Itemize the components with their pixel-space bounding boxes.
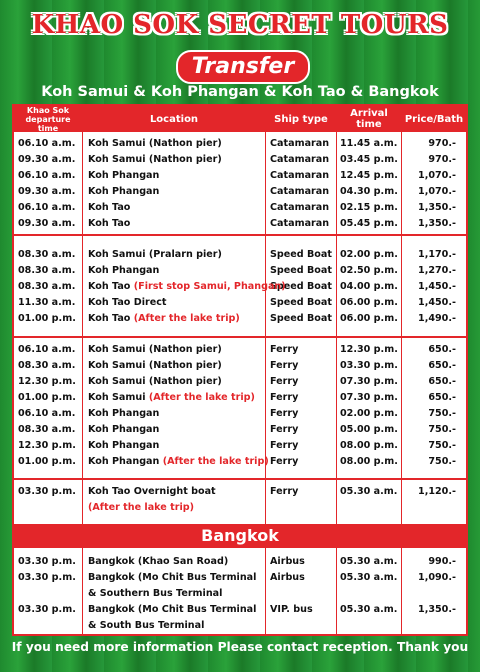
arrival-time: 11.45 a.m. — [340, 138, 398, 149]
location-name: Koh Phangan — [88, 456, 160, 467]
ship-type: Airbus — [270, 556, 305, 567]
location-name: Koh Samui (Nathon pier) — [88, 344, 222, 355]
departure-time: 06.10 a.m. — [18, 138, 76, 149]
price: 1,070.- — [418, 170, 456, 181]
table-row — [14, 570, 466, 586]
price: 1,350.- — [418, 604, 456, 615]
arrival-time: 02.15 p.m. — [340, 202, 398, 213]
arrival-time: 04.00 p.m. — [340, 281, 398, 292]
location — [88, 311, 240, 327]
arrival-time: 05.30 a.m. — [340, 486, 398, 497]
table-row — [14, 184, 466, 200]
departure-time: 08.30 a.m. — [18, 360, 76, 371]
arrival-time: 03.45 p.m. — [340, 154, 398, 165]
departure-time: 12.30 p.m. — [18, 376, 76, 387]
location — [88, 136, 222, 152]
location — [88, 554, 228, 570]
ship-type: Ferry — [270, 376, 299, 387]
price: 1,350.- — [418, 202, 456, 213]
location — [88, 216, 130, 232]
departure-time: 08.30 a.m. — [18, 281, 76, 292]
location — [88, 200, 130, 216]
table-row — [14, 484, 466, 500]
header-price: Price/Bath — [404, 113, 464, 125]
price: 750.- — [428, 456, 456, 467]
table-row — [14, 454, 466, 470]
price: 750.- — [428, 440, 456, 451]
ship-type: Ferry — [270, 392, 299, 403]
table-row — [14, 602, 466, 618]
departure-time: 08.30 a.m. — [18, 424, 76, 435]
price: 1,270.- — [418, 265, 456, 276]
arrival-time: 06.00 p.m. — [340, 313, 398, 324]
price: 970.- — [428, 138, 456, 149]
price: 650.- — [428, 360, 456, 371]
ship-type: Ferry — [270, 344, 299, 355]
ship-type: Ferry — [270, 456, 299, 467]
price: 1,090.- — [418, 572, 456, 583]
location-name: Bangkok (Mo Chit Bus Terminal — [88, 604, 257, 615]
price: 990.- — [428, 556, 456, 567]
price: 1,070.- — [418, 186, 456, 197]
location-name: Koh Phangan — [88, 408, 160, 419]
location — [88, 168, 159, 184]
location-name: Koh Samui — [88, 392, 146, 403]
departure-time: 11.30 a.m. — [18, 297, 76, 308]
table-row — [14, 168, 466, 184]
arrival-time: 12.45 p.m. — [340, 170, 398, 181]
ship-type: Catamaran — [270, 170, 330, 181]
price: 650.- — [428, 344, 456, 355]
location-name: Bangkok (Khao San Road) — [88, 556, 229, 567]
location — [88, 570, 256, 586]
location — [88, 247, 222, 263]
price: 650.- — [428, 392, 456, 403]
table-row — [14, 438, 466, 454]
ship-type: Airbus — [270, 572, 305, 583]
location-note: (After the lake trip) — [148, 392, 255, 403]
arrival-time: 05.00 p.m. — [340, 424, 398, 435]
table-row — [14, 406, 466, 422]
location-name: Koh Tao Overnight boat — [88, 486, 216, 497]
departure-time: 03.30 p.m. — [18, 572, 76, 583]
location — [88, 422, 159, 438]
location-name: Koh Tao — [88, 202, 131, 213]
location-name: Koh Phangan — [88, 170, 160, 181]
departure-time: 09.30 a.m. — [18, 154, 76, 165]
header-departure: Khao Sok departure time — [25, 105, 71, 133]
price: 1,120.- — [418, 486, 456, 497]
table-row-continued — [14, 586, 466, 602]
departure-time: 06.10 a.m. — [18, 202, 76, 213]
location — [88, 263, 159, 279]
location — [88, 602, 256, 618]
table-row — [14, 216, 466, 232]
departure-time: 09.30 a.m. — [18, 218, 76, 229]
ship-type: Speed Boat — [270, 313, 332, 324]
location — [88, 279, 286, 295]
table-row — [14, 263, 466, 279]
route-subtitle: Koh Samui & Koh Phangan & Koh Tao & Bangkok — [41, 84, 439, 100]
price: 1,490.- — [418, 313, 456, 324]
header-arrival: Arrival time — [350, 108, 388, 130]
arrival-time: 05.30 a.m. — [340, 572, 398, 583]
location-name: Koh Phangan — [88, 440, 160, 451]
table-row — [14, 247, 466, 263]
location-name: Koh Samui (Pralarn pier) — [88, 249, 222, 260]
arrival-time: 05.45 p.m. — [340, 218, 398, 229]
departure-time: 06.10 a.m. — [18, 408, 76, 419]
arrival-time: 05.30 a.m. — [340, 556, 398, 567]
location-note: (After the lake trip) — [133, 313, 240, 324]
arrival-time: 07.30 p.m. — [340, 392, 398, 403]
table-row — [14, 374, 466, 390]
arrival-time: 06.00 p.m. — [340, 297, 398, 308]
ship-type: Ferry — [270, 486, 299, 497]
location-name: Koh Tao Direct — [88, 297, 167, 308]
table-row — [14, 200, 466, 216]
table-row — [14, 279, 466, 295]
location-note: (First stop Samui, Phangan) — [133, 281, 286, 292]
table-row-continued — [14, 618, 466, 634]
arrival-time: 03.30 p.m. — [340, 360, 398, 371]
ship-type: Ferry — [270, 408, 299, 419]
departure-time: 12.30 p.m. — [18, 440, 76, 451]
table-row — [14, 358, 466, 374]
ship-type: Catamaran — [270, 218, 330, 229]
ship-type: VIP. bus — [270, 604, 313, 615]
arrival-time: 05.30 a.m. — [340, 604, 398, 615]
location — [88, 454, 269, 470]
price: 1,350.- — [418, 218, 456, 229]
location-name: Koh Samui (Nathon pier) — [88, 376, 222, 387]
table-row — [14, 342, 466, 358]
price: 970.- — [428, 154, 456, 165]
table-row — [14, 311, 466, 327]
table-row — [14, 152, 466, 168]
location — [88, 438, 159, 454]
departure-time: 03.30 p.m. — [18, 556, 76, 567]
location — [88, 390, 255, 406]
location-name: Koh Tao — [88, 218, 131, 229]
arrival-time: 02.00 p.m. — [340, 408, 398, 419]
brand-title: KHAO SOK SECRET TOURS — [31, 10, 449, 40]
location — [88, 406, 159, 422]
table-row — [14, 422, 466, 438]
price: 750.- — [428, 408, 456, 419]
location-note: (After the lake trip) — [162, 456, 269, 467]
location-name: Koh Samui (Nathon pier) — [88, 154, 222, 165]
ship-type: Ferry — [270, 424, 299, 435]
table-row-continued — [14, 500, 466, 516]
arrival-time: 07.30 p.m. — [340, 376, 398, 387]
ship-type: Speed Boat — [270, 265, 332, 276]
location-name: Koh Phangan — [88, 424, 160, 435]
location-name: Koh Tao — [88, 281, 131, 292]
ship-type: Speed Boat — [270, 281, 332, 292]
schedule-table — [12, 104, 468, 636]
ship-type: Ferry — [270, 360, 299, 371]
departure-time: 03.30 p.m. — [18, 486, 76, 497]
transfer-badge: Transfer — [176, 50, 310, 84]
location-name: Koh Phangan — [88, 265, 160, 276]
ship-type: Ferry — [270, 440, 299, 451]
location — [88, 342, 222, 358]
departure-time: 01.00 p.m. — [18, 313, 76, 324]
location — [88, 295, 167, 311]
ship-type: Catamaran — [270, 202, 330, 213]
location — [88, 374, 222, 390]
header-location: Location — [149, 113, 199, 125]
arrival-time: 04.30 p.m. — [340, 186, 398, 197]
price: 1,450.- — [418, 281, 456, 292]
price: 750.- — [428, 424, 456, 435]
departure-time: 09.30 a.m. — [18, 186, 76, 197]
location-line-2: & South Bus Terminal — [88, 620, 205, 631]
table-header — [14, 106, 466, 132]
arrival-time: 08.00 p.m. — [340, 440, 398, 451]
departure-time: 08.30 a.m. — [18, 265, 76, 276]
ship-type: Catamaran — [270, 154, 330, 165]
departure-time: 06.10 a.m. — [18, 344, 76, 355]
table-row — [14, 554, 466, 570]
bangkok-section-title: Bangkok — [14, 524, 466, 548]
location-name: Koh Phangan — [88, 186, 160, 197]
ship-type: Speed Boat — [270, 249, 332, 260]
price: 1,170.- — [418, 249, 456, 260]
departure-time: 01.00 p.m. — [18, 456, 76, 467]
arrival-time: 02.50 p.m. — [340, 265, 398, 276]
arrival-time: 02.00 p.m. — [340, 249, 398, 260]
table-row — [14, 295, 466, 311]
location-note: (After the lake trip) — [88, 502, 194, 513]
location — [88, 184, 159, 200]
footer-note: If you need more information Please contact reception. Thank you — [11, 640, 469, 654]
ship-type: Catamaran — [270, 138, 330, 149]
location-name: Koh Tao — [88, 313, 131, 324]
table-row — [14, 136, 466, 152]
location-name: Bangkok (Mo Chit Bus Terminal — [88, 572, 257, 583]
price: 1,450.- — [418, 297, 456, 308]
location-line-2: & Southern Bus Terminal — [88, 588, 223, 599]
departure-time: 03.30 p.m. — [18, 604, 76, 615]
location-name: Koh Samui (Nathon pier) — [88, 360, 222, 371]
departure-time: 08.30 a.m. — [18, 249, 76, 260]
ship-type: Speed Boat — [270, 297, 332, 308]
location — [88, 358, 222, 374]
arrival-time: 12.30 p.m. — [340, 344, 398, 355]
location-name: Koh Samui (Nathon pier) — [88, 138, 222, 149]
price: 650.- — [428, 376, 456, 387]
location — [88, 152, 222, 168]
ship-type: Catamaran — [270, 186, 330, 197]
table-row — [14, 390, 466, 406]
arrival-time: 08.00 p.m. — [340, 456, 398, 467]
header-ship: Ship type — [274, 113, 328, 125]
departure-time: 01.00 p.m. — [18, 392, 76, 403]
departure-time: 06.10 a.m. — [18, 170, 76, 181]
